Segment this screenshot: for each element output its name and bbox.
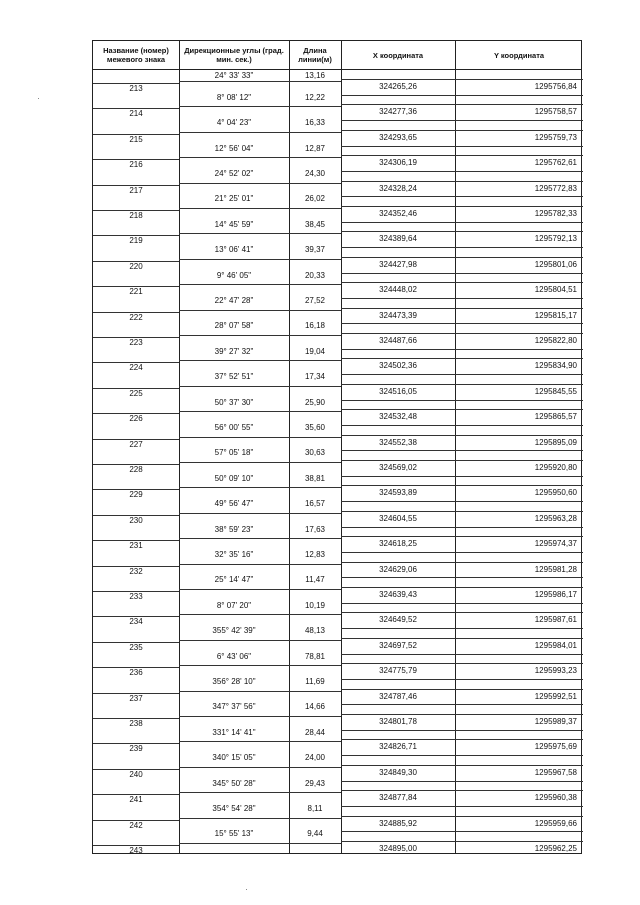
- segment-length: 8,11: [307, 803, 323, 813]
- segment-length: 78,81: [304, 651, 326, 661]
- segment-length: 30,63: [304, 448, 326, 458]
- segment-angle: 340° 15' 05": [212, 753, 256, 763]
- row-rule: [179, 157, 341, 158]
- x-coordinate: 324569,02: [379, 463, 417, 472]
- y-coordinate: 1295962,25: [534, 844, 577, 853]
- header-x: X координата: [372, 50, 424, 60]
- segment-length: 16,57: [304, 499, 326, 509]
- y-coordinate: 1295815,17: [534, 310, 577, 320]
- point-name: 236: [129, 668, 143, 678]
- row-rule: [341, 435, 583, 436]
- x-coordinate: 324826,71: [379, 742, 417, 752]
- point-name: 241: [129, 795, 143, 805]
- row-rule: [341, 384, 583, 385]
- row-rule: [341, 628, 583, 629]
- row-rule: [341, 425, 583, 426]
- y-coordinate: 1295782,33: [534, 209, 577, 218]
- row-rule: [341, 739, 583, 740]
- row-rule: [341, 638, 583, 639]
- point-name: 228: [129, 465, 143, 474]
- segment-angle: 347° 37' 56": [212, 702, 256, 712]
- row-rule: [179, 106, 341, 107]
- row-rule: [341, 273, 583, 274]
- segment-angle: 37° 52' 51": [214, 372, 254, 382]
- segment-angle: 50° 37' 30": [214, 397, 254, 407]
- segment-length: 12,87: [304, 143, 326, 153]
- segment-angle: 21° 25' 01": [214, 194, 254, 204]
- row-rule: [179, 259, 341, 260]
- segment-length: 25,90: [304, 397, 326, 407]
- point-name: 239: [129, 744, 143, 754]
- y-coordinate: 1295989,37: [534, 717, 577, 726]
- row-rule: [341, 206, 583, 207]
- row-rule: [341, 333, 583, 334]
- x-coordinate: 324787,46: [379, 691, 417, 701]
- y-coordinate: 1295762,61: [534, 158, 577, 168]
- row-rule: [341, 714, 583, 715]
- row-rule: [341, 120, 583, 121]
- segment-angle: 12° 56' 04": [214, 143, 254, 153]
- row-rule: [179, 716, 341, 717]
- coordinates-table: [92, 40, 582, 854]
- row-rule: [179, 564, 341, 565]
- row-rule: [179, 538, 341, 539]
- segment-angle: 28° 07' 58": [214, 321, 254, 331]
- header-y: Y координата: [493, 50, 545, 60]
- row-rule: [341, 409, 583, 410]
- segment-angle: 355° 42' 39": [212, 626, 256, 636]
- x-coordinate: 324352,46: [379, 209, 417, 218]
- segment-length: 17,34: [304, 372, 326, 382]
- x-coordinate: 324487,66: [379, 336, 417, 345]
- segment-angle: 57° 05' 18": [214, 448, 254, 458]
- row-rule: [341, 171, 583, 172]
- x-coordinate: 324801,78: [379, 717, 417, 726]
- point-name: 234: [129, 617, 143, 627]
- row-rule: [179, 487, 341, 488]
- y-coordinate: 1295975,69: [534, 742, 577, 752]
- row-rule: [341, 755, 583, 756]
- row-rule: [341, 79, 583, 80]
- row-rule: [341, 257, 583, 258]
- row-rule: [179, 386, 341, 387]
- row-rule: [341, 400, 583, 401]
- point-name: 215: [129, 134, 143, 144]
- segment-angle: 354° 54' 28": [212, 803, 256, 813]
- segment-length: 38,81: [304, 473, 326, 483]
- segment-angle: 15° 55' 13": [214, 829, 254, 839]
- row-rule: [179, 843, 341, 844]
- y-coordinate: 1295759,73: [534, 132, 577, 142]
- row-rule: [179, 589, 341, 590]
- segment-length: 16,33: [304, 118, 326, 128]
- segment-length: 12,83: [304, 549, 326, 559]
- row-rule: [341, 689, 583, 690]
- row-rule: [341, 704, 583, 705]
- x-coordinate: 324427,98: [379, 259, 417, 269]
- header-length: Длина линии(м): [298, 46, 332, 64]
- point-name: 216: [129, 160, 143, 170]
- x-coordinate: 324277,36: [379, 107, 417, 117]
- row-rule: [179, 335, 341, 336]
- scan-speck: [246, 889, 247, 890]
- segment-angle: 356° 28' 10": [212, 676, 256, 686]
- point-name: 238: [129, 719, 143, 728]
- point-name: 231: [129, 541, 143, 551]
- segment-angle: 24° 52' 02": [214, 168, 254, 178]
- segment-length: 13,16: [304, 71, 326, 80]
- segment-length: 19,04: [304, 346, 326, 356]
- row-rule: [341, 298, 583, 299]
- segment-length: 12,22: [304, 92, 326, 102]
- segment-angle: 13° 06' 41": [214, 245, 254, 255]
- y-coordinate: 1295834,90: [534, 361, 577, 371]
- row-rule: [341, 552, 583, 553]
- point-name: 229: [129, 490, 143, 500]
- segment-angle: 50° 09' 10": [214, 473, 254, 483]
- x-coordinate: 324849,30: [379, 767, 417, 777]
- row-rule: [341, 130, 583, 131]
- segment-length: 11,69: [305, 676, 325, 686]
- segment-length: 26,02: [304, 194, 326, 204]
- x-coordinate: 324885,92: [379, 818, 417, 828]
- y-coordinate: 1295986,17: [534, 590, 577, 599]
- y-coordinate: 1295822,80: [534, 336, 577, 345]
- point-name: 243: [129, 846, 143, 855]
- point-name: 235: [129, 642, 143, 652]
- row-rule: [179, 767, 341, 768]
- segment-length: 24,30: [304, 168, 326, 178]
- y-coordinate: 1295974,37: [534, 539, 577, 549]
- row-rule: [341, 790, 583, 791]
- segment-angle: 8° 07' 20": [216, 600, 252, 610]
- row-rule: [179, 792, 341, 793]
- point-name: 214: [129, 109, 143, 119]
- segment-angle: 4° 04' 23": [216, 118, 252, 128]
- x-coordinate: 324389,64: [379, 234, 417, 244]
- segment-length: 28,44: [304, 727, 326, 737]
- x-coordinate: 324265,26: [379, 82, 417, 91]
- row-rule: [341, 816, 583, 817]
- row-rule: [341, 603, 583, 604]
- point-name: 226: [129, 414, 143, 424]
- row-rule: [341, 349, 583, 350]
- row-rule: [341, 282, 583, 283]
- segment-length: 17,63: [304, 524, 326, 534]
- row-rule: [341, 460, 583, 461]
- row-rule: [341, 323, 583, 324]
- segment-angle: 39° 27' 32": [214, 346, 254, 356]
- segment-length: 29,43: [304, 778, 326, 788]
- row-rule: [179, 665, 341, 666]
- segment-angle: 9° 46' 05": [216, 270, 252, 280]
- row-rule: [179, 640, 341, 641]
- row-rule: [341, 806, 583, 807]
- x-coordinate: 324473,39: [379, 310, 417, 320]
- y-coordinate: 1295756,84: [534, 82, 577, 91]
- row-rule: [341, 831, 583, 832]
- segment-length: 11,47: [305, 575, 325, 585]
- row-rule: [341, 765, 583, 766]
- y-coordinate: 1295772,83: [534, 183, 577, 193]
- header-name: Название (номер) межевого знака: [103, 46, 169, 64]
- row-rule: [341, 527, 583, 528]
- y-coordinate: 1295920,80: [534, 463, 577, 472]
- y-coordinate: 1295758,57: [534, 107, 577, 117]
- segment-angle: 25° 14' 47": [214, 575, 254, 585]
- row-rule: [341, 181, 583, 182]
- y-coordinate: 1295987,61: [534, 615, 577, 625]
- row-rule: [341, 654, 583, 655]
- row-rule: [179, 741, 341, 742]
- y-coordinate: 1295895,09: [534, 437, 577, 447]
- segment-angle: 49° 56' 47": [214, 499, 254, 509]
- point-name: 233: [129, 592, 143, 601]
- row-rule: [341, 562, 583, 563]
- row-rule: [341, 231, 583, 232]
- x-coordinate: 324552,38: [379, 437, 417, 447]
- row-rule: [341, 308, 583, 309]
- point-name: 227: [129, 439, 143, 449]
- x-coordinate: 324593,89: [379, 488, 417, 498]
- row-rule: [341, 730, 583, 731]
- x-coordinate: 324618,25: [379, 539, 417, 549]
- row-rule: [341, 841, 583, 842]
- row-rule: [179, 208, 341, 209]
- point-name: 219: [129, 236, 143, 246]
- row-rule: [341, 104, 583, 105]
- point-name: 225: [129, 388, 143, 398]
- header-divider: [93, 69, 581, 70]
- x-coordinate: 324306,19: [379, 158, 417, 168]
- row-rule: [341, 196, 583, 197]
- row-rule: [179, 132, 341, 133]
- row-rule: [341, 450, 583, 451]
- segment-angle: 331° 14' 41": [212, 727, 256, 737]
- row-rule: [179, 691, 341, 692]
- row-rule: [341, 781, 583, 782]
- scan-speck: [38, 98, 39, 99]
- segment-length: 24,00: [304, 753, 326, 763]
- point-name: 230: [129, 515, 143, 525]
- segment-angle: 6° 43' 06": [216, 651, 252, 661]
- x-coordinate: 324502,36: [379, 361, 417, 371]
- row-rule: [179, 411, 341, 412]
- y-coordinate: 1295865,57: [534, 412, 577, 422]
- point-name: 223: [129, 338, 143, 347]
- x-coordinate: 324293,65: [379, 132, 417, 142]
- segment-length: 16,18: [304, 321, 326, 331]
- x-coordinate: 324532,48: [379, 412, 417, 422]
- row-rule: [341, 587, 583, 588]
- row-rule: [341, 663, 583, 664]
- x-coordinate: 324328,24: [379, 183, 417, 193]
- row-rule: [341, 95, 583, 96]
- row-rule: [179, 310, 341, 311]
- x-coordinate: 324516,05: [379, 386, 417, 396]
- row-rule: [341, 374, 583, 375]
- y-coordinate: 1295792,13: [534, 234, 577, 244]
- point-name: 213: [129, 84, 143, 93]
- segment-length: 10,19: [304, 600, 326, 610]
- y-coordinate: 1295981,28: [534, 564, 577, 574]
- segment-length: 14,66: [304, 702, 326, 712]
- row-rule: [179, 437, 341, 438]
- y-coordinate: 1295804,51: [534, 285, 577, 295]
- row-rule: [179, 614, 341, 615]
- segment-angle: 32° 35' 16": [214, 549, 254, 559]
- point-name: 242: [129, 820, 143, 830]
- x-coordinate: 324649,52: [379, 615, 417, 625]
- segment-angle: 56° 00' 55": [214, 422, 254, 432]
- segment-length: 20,33: [304, 270, 326, 280]
- row-rule: [179, 81, 341, 82]
- y-coordinate: 1295963,28: [534, 513, 577, 523]
- row-rule: [179, 183, 341, 184]
- x-coordinate: 324604,55: [379, 513, 417, 523]
- x-coordinate: 324629,06: [379, 564, 417, 574]
- row-rule: [179, 360, 341, 361]
- point-name: 222: [129, 312, 143, 322]
- point-name: 217: [129, 185, 143, 195]
- row-rule: [341, 612, 583, 613]
- point-name: 220: [129, 261, 143, 271]
- row-rule: [341, 485, 583, 486]
- segment-length: 48,13: [304, 626, 326, 636]
- x-coordinate: 324895,00: [379, 844, 417, 853]
- y-coordinate: 1295993,23: [534, 666, 577, 676]
- header-angles: Дирекционные углы (град. мин. сек.): [184, 46, 284, 64]
- row-rule: [341, 511, 583, 512]
- point-name: 240: [129, 769, 143, 779]
- row-rule: [341, 146, 583, 147]
- x-coordinate: 324697,52: [379, 640, 417, 650]
- row-rule: [341, 536, 583, 537]
- point-name: 224: [129, 363, 143, 373]
- y-coordinate: 1295992,51: [534, 691, 577, 701]
- segment-angle: 22° 47' 28": [214, 295, 254, 305]
- row-rule: [341, 247, 583, 248]
- segment-length: 39,37: [304, 245, 326, 255]
- segment-length: 35,60: [304, 422, 326, 432]
- segment-angle: 24° 33' 33": [214, 71, 254, 80]
- row-rule: [341, 358, 583, 359]
- y-coordinate: 1295960,38: [534, 793, 577, 803]
- point-name: 221: [129, 287, 143, 297]
- row-rule: [341, 476, 583, 477]
- segment-length: 27,52: [304, 295, 326, 305]
- point-name: 237: [129, 693, 143, 703]
- row-rule: [341, 501, 583, 502]
- x-coordinate: 324639,43: [379, 590, 417, 599]
- segment-angle: 8° 08' 12": [216, 92, 252, 102]
- segment-angle: 14° 45' 59": [214, 219, 254, 229]
- segment-angle: 345° 50' 28": [212, 778, 256, 788]
- x-coordinate: 324448,02: [379, 285, 417, 295]
- point-name: 218: [129, 211, 143, 220]
- row-rule: [341, 222, 583, 223]
- row-rule: [179, 818, 341, 819]
- y-coordinate: 1295959,66: [534, 818, 577, 828]
- row-rule: [341, 679, 583, 680]
- row-rule: [179, 513, 341, 514]
- x-coordinate: 324877,84: [379, 793, 417, 803]
- y-coordinate: 1295845,55: [534, 386, 577, 396]
- x-coordinate: 324775,79: [379, 666, 417, 676]
- segment-length: 38,45: [304, 219, 326, 229]
- y-coordinate: 1295967,58: [534, 767, 577, 777]
- row-rule: [341, 577, 583, 578]
- y-coordinate: 1295801,06: [534, 259, 577, 269]
- point-name: 232: [129, 566, 143, 576]
- y-coordinate: 1295950,60: [534, 488, 577, 498]
- segment-angle: 38° 59' 23": [214, 524, 254, 534]
- row-rule: [179, 233, 341, 234]
- y-coordinate: 1295984,01: [534, 640, 577, 650]
- segment-length: 9,44: [307, 829, 323, 839]
- row-rule: [341, 155, 583, 156]
- row-rule: [179, 284, 341, 285]
- row-rule: [179, 462, 341, 463]
